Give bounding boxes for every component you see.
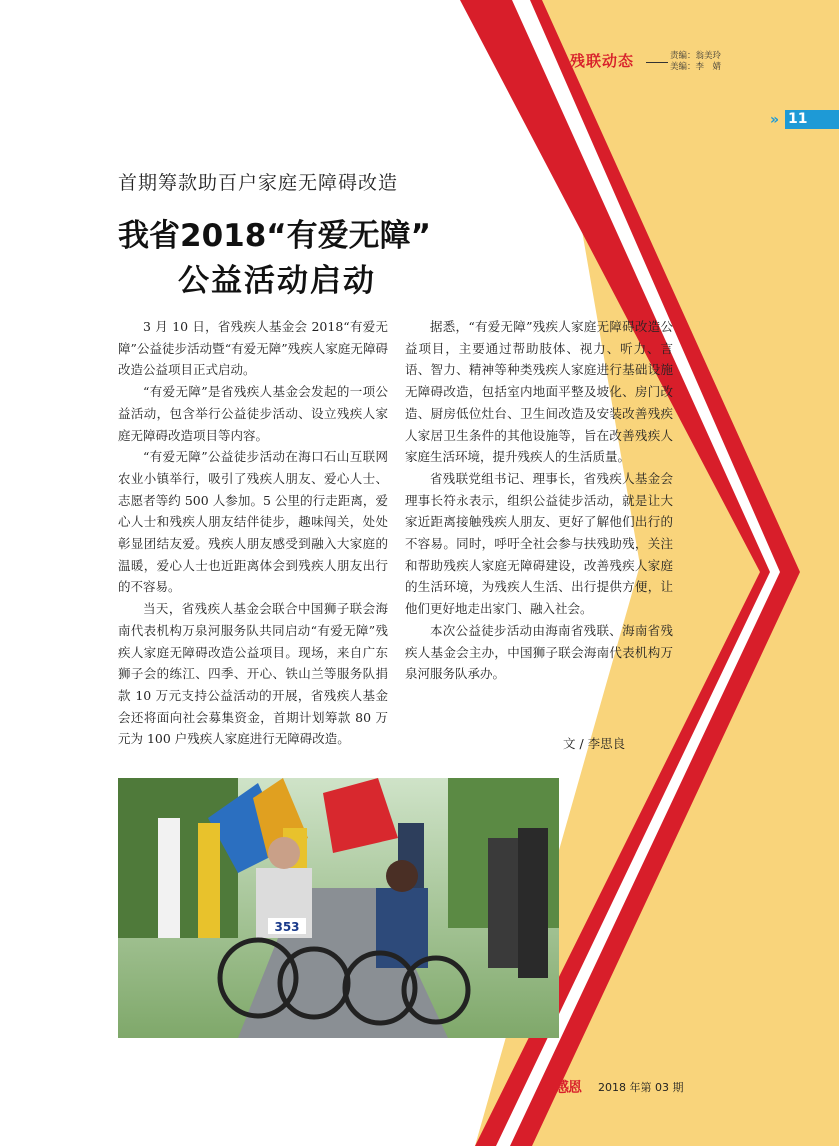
article-subtitle: 首期筹款助百户家庭无障碍改造 [118, 172, 399, 194]
magazine-logo: 感恩 [555, 1080, 581, 1096]
paragraph: 据悉，“有爱无障”残疾人家庭无障碍改造公益项目，主要通过帮助肢体、视力、听力、言语、智力、精神等种类残疾人家庭进行基础设施无障碍改造，包括室内地面平整及坡化、房门改造、厨房低位灶台、卫生间改造及安装改善残疾人家居卫生条件的其他设施等，旨在改善残疾人家庭生活环境，提升残疾人的生活质量。 [405, 319, 673, 465]
paragraph: “有爱无障”公益徒步活动在海口石山互联网农业小镇举行，吸引了残疾人朋友、爱心人士、志愿者等约 500 人参加。5 公里的行走距离，爱心人士和残疾人朋友结伴徒步，趣味闯关，处处彰显团结友爱。残疾人朋友感受到融入大家庭的温暖，爱心人士也近距离体会到残疾人朋友出行的不容易。 [118, 449, 388, 595]
article-byline: 文 / 李思良 [563, 736, 626, 751]
section-divider [646, 62, 668, 63]
paragraph: 3 月 10 日，省残疾人基金会 2018“有爱无障”公益徒步活动暨“有爱无障”残疾人家庭无障碍改造公益项目正式启动。 [118, 319, 388, 378]
paragraph: “有爱无障”是省残疾人基金会发起的一项公益活动，包含举行公益徒步活动、设立残疾人家庭无障碍改造项目等内容。 [118, 384, 388, 443]
editor-name: 责编：翁美玲 [670, 51, 722, 61]
editor-credits [670, 51, 721, 73]
photo-bib-number: 353 [274, 920, 300, 934]
article-title-line2: 公益活动启动 [178, 263, 376, 299]
paragraph: 本次公益徒步活动由海南省残联、海南省残疾人基金会主办，中国狮子联会海南代表机构万泉河服务队承办。 [405, 622, 673, 682]
paragraph: 当天，省残疾人基金会联合中国狮子联会海南代表机构万泉河服务队共同启动“有爱无障”残疾人家庭无障碍改造公益项目。现场，来自广东狮子会的练江、四季、开心、铁山兰等服务队捐款 10 万元支持公益活动的开展，省残疾人基金会还将面向社会募集资金，首期计划筹款 80 万元为 100 户残疾人家庭进行无障碍改造。 [118, 601, 388, 747]
section-label: 残联动态 [570, 52, 635, 70]
designer-name: 美编：李 婧 [670, 62, 722, 72]
paragraph: 省残联党组书记、理事长，省残疾人基金会理事长符永表示，组织公益徒步活动，就是让大家近距离接触残疾人朋友、更好了解他们出行的不容易。同时，呼吁全社会参与扶残助残，关注和帮助残疾人家庭无障碍建设，改善残疾人家庭的生活环境，为残疾人生活、出行提供方便，让他们更好地走出家门、融入社会。 [405, 470, 673, 617]
article-column-left [118, 316, 388, 750]
article-column-right [405, 316, 673, 685]
issue-label: 2018 年第 03 期 [598, 1081, 684, 1094]
event-photo [118, 778, 559, 1038]
page-number: 11 [785, 110, 839, 129]
article-title-line1: 我省2018“有爱无障” [118, 218, 432, 254]
page-marker-icon: » [770, 112, 780, 128]
